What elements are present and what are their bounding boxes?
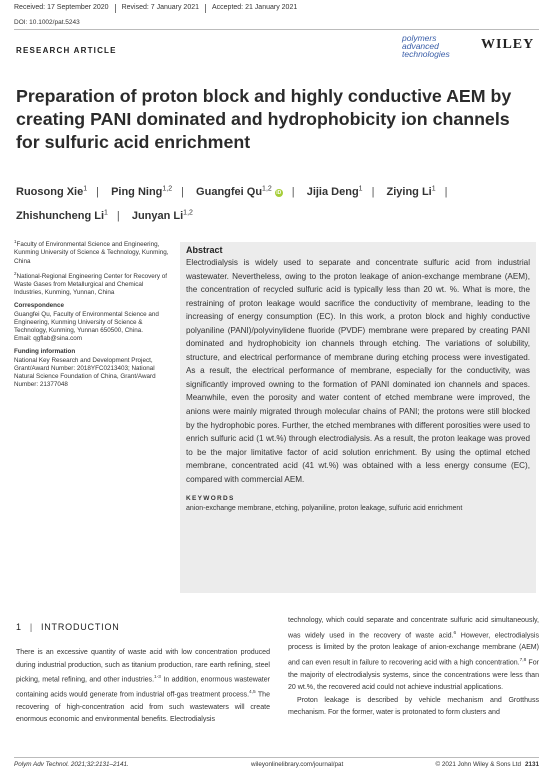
paragraph: Proton leakage is described by vehicle mechanism and Grotthuss mechanism. For the former, water is protonated to form clusters and bbox=[288, 696, 539, 717]
doi[interactable]: DOI: 10.1002/pat.5243 bbox=[14, 19, 80, 26]
publisher-logo: WILEY bbox=[481, 37, 535, 52]
sidebar bbox=[14, 238, 174, 389]
funding-heading: Funding information bbox=[14, 348, 76, 356]
affiliation-1: $^1$Faculty of Environmental Science and Engineering, Kunming University of Science & Technology, Kunming, China bbox=[14, 239, 169, 265]
copyright: © 2021 John Wiley & Sons Ltd bbox=[435, 761, 521, 768]
correspondence-email[interactable]: Email: qgflab@sina.com bbox=[14, 335, 82, 343]
section-number: 1 bbox=[16, 622, 22, 632]
correspondence-text: Guangfei Qu, Faculty of Environmental Science and Engineering, Kunming University of Science & Technology, Kunming, Yunnan 650500, China. bbox=[14, 310, 159, 335]
body-column-left: There is an excessive quantity of waste acid with low concentration produced during industrial production, such as titanium production, rare earth refining, steel picking, metal refining, and other industries.$^{1-3}$ In addition, enormous wastewater containing acids would generate from industrial off-gas treatment process.$^{4,5}$ The recovering of high-concentration acid from such wastewaters will create enormous economic and environmental benefits. Electrodialysis bbox=[16, 649, 271, 724]
author-separator: | bbox=[371, 185, 375, 198]
author-separator: | bbox=[444, 185, 448, 198]
footer-rule bbox=[14, 757, 539, 758]
author[interactable]: Jijia Deng$^1$ bbox=[306, 185, 363, 198]
journal-logo-line: advanced bbox=[402, 41, 439, 51]
affiliation-2: $^2$National-Regional Engineering Center for Recovery of Waste Gases from Metallurgical and Chemical Industries, Kunming, Yunnan, China bbox=[14, 270, 168, 297]
citation-ref[interactable]: 7,8 bbox=[519, 657, 527, 663]
author[interactable]: Ruosong Xie$^1$ bbox=[16, 185, 88, 198]
journal-logo bbox=[402, 34, 450, 58]
author-list bbox=[16, 178, 536, 227]
orcid-icon[interactable]: iD bbox=[276, 189, 282, 196]
received-date: Received: 17 September 2020 bbox=[14, 4, 109, 11]
citation-ref[interactable]: 6 bbox=[453, 630, 457, 636]
keywords-heading: KEYWORDS bbox=[186, 495, 235, 503]
author[interactable]: Zhishuncheng Li$^1$ bbox=[16, 209, 108, 223]
header-rule bbox=[14, 29, 539, 30]
author-separator: | bbox=[181, 185, 184, 198]
abstract-text: Electrodialysis is widely used to separate and concentrate sulfuric acid from industrial wastewater. Nevertheless, owing to the proton leakage of anion-exchange membrane (AEM), the concentration of recycled sulfuric acid is typically less than 20 wt. %. What is more, the restraining of proton leakage would sacrifice the conductivity of membrane, leading to the increasing of energy consumption (EC). In this work, a proton block and highly conductive polyaniline (PANI)/polyvinylidene fluoride (PVDF) membrane were prepared by creating PANI dominated and hydrophobicity ion channels through etching. The variations of solubility, structure, and electrical performance of membrane during etching process were investigated. As a result, the electrical performance of membrane, especially for the conductivity, was significantly improved owning to the formation of PANI dominated ion channels and spaces. Meanwhile, even the porosity and water content of etched membrane were improved, the anions were mainly migrated through molecular chains of PANI; the protons were still blocked by the hydrophobic pores. Further, the etched membranes with different porosities were used to enrich sulfuric acid (1 wt.%) through electrodialysis. As a result, the proton leakage was proved to be the major limitative factor of acid solution enrichment. By using the optimal etched membrane, concentrated acid (41 wt.%) was obtained with a less energy consume (EC), compared with commercial AEM. bbox=[186, 258, 530, 484]
divider bbox=[205, 4, 206, 13]
author-separator: | bbox=[116, 210, 120, 223]
journal-url[interactable]: wileyonlinelibrary.com/journal/pat bbox=[251, 761, 344, 768]
author[interactable]: Guangfei Qu$^{1,2}$iD bbox=[196, 185, 282, 198]
abstract-heading: Abstract bbox=[186, 245, 223, 255]
abstract-box bbox=[180, 242, 536, 593]
body-column-right: technology, which could separate and concentrate sulfuric acid simultaneously, was widely used in the recovery of waste acid.$^6$ However, electrodialysis process is limited by the proton leakage of anion-exchange membrane (AEM) and can even result in failure to recovering acid with a high concentration.$^{7,8}$ For the majority of electrodialysis systems, since the concentrations were less than 20 wt.%, the recovered acid could not achieve industrial applications. Proton leakage is described by vehicle mechanism and Grotthuss mechanism. For the former, water is protonated to form clusters and bbox=[288, 615, 539, 720]
accepted-date: Accepted: 21 January 2021 bbox=[212, 4, 298, 11]
section-heading bbox=[16, 622, 120, 632]
section-title: INTRODUCTION bbox=[40, 622, 120, 632]
history-dates bbox=[14, 4, 297, 13]
correspondence-heading: Correspondence bbox=[14, 302, 65, 310]
divider: | bbox=[29, 622, 33, 632]
divider bbox=[115, 4, 116, 13]
citation-ref[interactable]: 4,5 bbox=[249, 689, 256, 695]
article-type: RESEARCH ARTICLE bbox=[16, 46, 117, 55]
author[interactable]: Ziying Li$^1$ bbox=[386, 185, 436, 198]
journal-citation: Polym Adv Technol. 2021;32:2131–2141. bbox=[14, 761, 129, 768]
author[interactable]: Ping Ning$^{1,2}$ bbox=[111, 185, 173, 198]
journal-logo-line: polymers bbox=[402, 33, 437, 43]
article-title: Preparation of proton block and highly conductive AEM by creating PANI dominated and hydrophobicity ion channels for sulfuric acid enrichment bbox=[16, 86, 512, 152]
keywords-text: anion-exchange membrane, etching, polyaniline, proton leakage, sulfuric acid enrichment bbox=[186, 505, 463, 513]
author-separator: | bbox=[291, 185, 295, 198]
page-number: 2131 bbox=[524, 761, 539, 768]
funding-text: National Key Research and Development Project, Grant/Award Number: 2018YFC0213403; National Natural Science Foundation of China, Grant/Award Number: 21377048 bbox=[14, 356, 156, 389]
author[interactable]: Junyan Li$^{1,2}$ bbox=[131, 209, 193, 223]
citation-ref[interactable]: 1-3 bbox=[154, 675, 161, 680]
revised-date: Revised: 7 January 2021 bbox=[121, 4, 199, 11]
journal-logo-line: technologies bbox=[402, 49, 450, 59]
author-separator: | bbox=[96, 185, 99, 198]
